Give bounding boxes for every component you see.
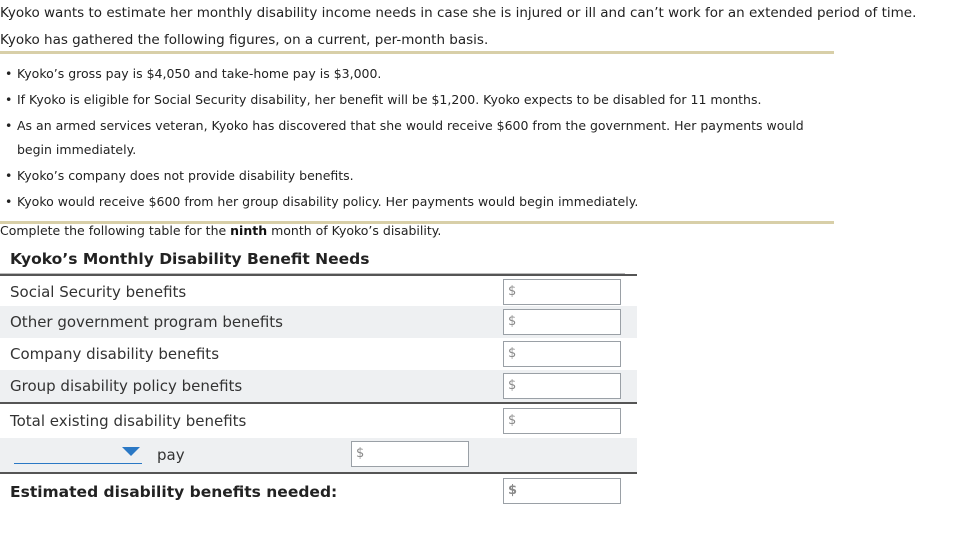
dollar-sign: $ xyxy=(508,378,517,393)
table-row-company xyxy=(0,338,637,370)
dollar-sign: $ xyxy=(508,346,517,361)
other-government-input[interactable] xyxy=(503,309,621,335)
fact-item: • Kyoko’s company does not provide disability benefits. xyxy=(5,168,354,183)
table-row-needed xyxy=(0,472,637,510)
table-row-other-government xyxy=(0,306,637,338)
pay-amount-input[interactable] xyxy=(351,441,469,467)
fact-item: • Kyoko’s gross pay is $4,050 and take-home pay is $3,000. xyxy=(5,66,382,81)
benefits-needed-input[interactable] xyxy=(503,478,621,504)
table-row-group-policy xyxy=(0,370,637,402)
fact-text: If Kyoko is eligible for Social Security disability, her benefit will be $1,200. Kyoko expects to be disabled for 11 months. xyxy=(17,92,762,107)
row-label: Other government program benefits xyxy=(10,313,283,331)
company-benefits-input[interactable] xyxy=(503,341,621,367)
dollar-sign: $ xyxy=(508,284,517,299)
dollar-sign: $ xyxy=(508,413,517,428)
table-row-total xyxy=(0,402,637,438)
dollar-sign: $ xyxy=(508,314,517,329)
fact-text: Kyoko would receive $600 from her group disability policy. Her payments would begin immediately. xyxy=(17,194,639,209)
instruction-text-before: Complete the following table for the xyxy=(0,223,231,238)
total-benefits-input[interactable] xyxy=(503,408,621,434)
fact-item: • As an armed services veteran, Kyoko has discovered that she would receive $600 from the government. Her payments would begin immediately. xyxy=(5,118,804,157)
row-label: Social Security benefits xyxy=(10,283,187,301)
social-security-input[interactable] xyxy=(503,279,621,305)
fact-text: Kyoko’s company does not provide disability benefits. xyxy=(17,168,354,183)
chevron-down-icon xyxy=(122,447,140,456)
row-label: Total existing disability benefits xyxy=(10,412,247,430)
fact-text: As an armed services veteran, Kyoko has discovered that she would receive $600 from the government. Her payments would begin immediately. xyxy=(17,118,804,157)
facts-list xyxy=(0,62,830,216)
row-label: Estimated disability benefits needed: xyxy=(10,483,338,501)
fact-item: • Kyoko would receive $600 from her group disability policy. Her payments would begin immediately. xyxy=(5,194,639,209)
benefit-needs-table xyxy=(0,244,637,510)
pay-type-dropdown[interactable] xyxy=(14,438,142,464)
instruction-text-after: month of Kyoko’s disability. xyxy=(267,223,442,238)
row-label: Group disability policy benefits xyxy=(10,377,243,395)
instruction xyxy=(0,223,441,239)
problem-intro: Kyoko wants to estimate her monthly disability income needs in case she is injured or ill and can’t work for an extended period of time. Kyoko has gathered the following figures, on a current, per-month basis. xyxy=(0,5,917,48)
fact-text: Kyoko’s gross pay is $4,050 and take-home pay is $3,000. xyxy=(17,66,382,81)
table-title: Kyoko’s Monthly Disability Benefit Needs xyxy=(0,244,625,274)
table-row-pay xyxy=(0,438,637,472)
pay-label: pay xyxy=(157,446,185,464)
dollar-sign: $ xyxy=(356,446,365,461)
fact-item: • If Kyoko is eligible for Social Security disability, her benefit will be $1,200. Kyoko expects to be disabled for 11 months. xyxy=(5,92,762,107)
dollar-sign: $ xyxy=(508,483,518,498)
divider-top xyxy=(0,51,834,54)
instruction-emphasis: ninth xyxy=(230,223,268,238)
table-row-social-security xyxy=(0,274,637,306)
group-policy-input[interactable] xyxy=(503,373,621,399)
row-label: Company disability benefits xyxy=(10,345,220,363)
